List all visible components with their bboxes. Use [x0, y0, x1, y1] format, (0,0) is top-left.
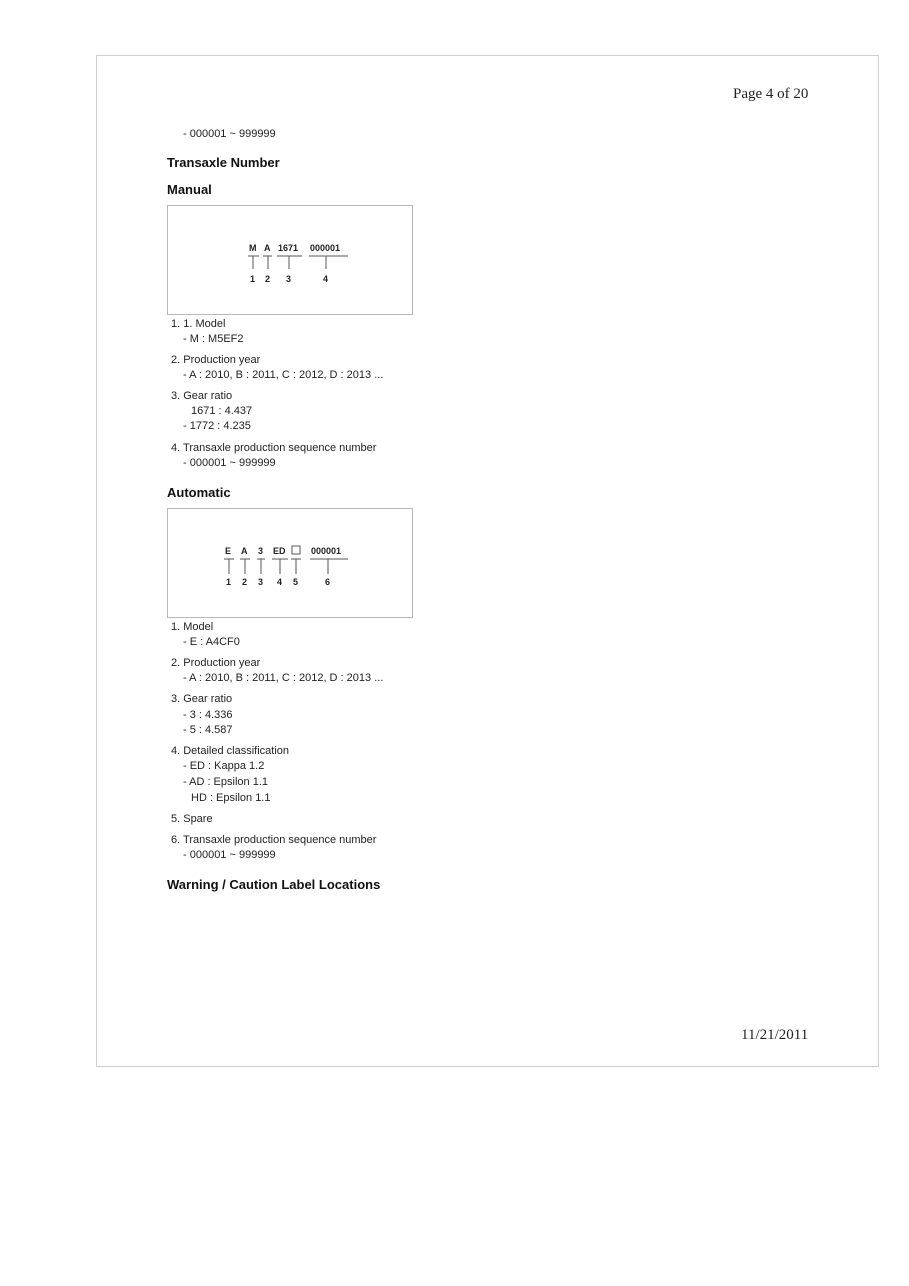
manual-callout-2: 2 [265, 274, 271, 284]
automatic-spare-box [292, 546, 300, 554]
manual-code-diagram-svg [168, 206, 414, 316]
page-number: Page 4 of 20 [733, 86, 809, 102]
manual-callout-4: 4 [323, 274, 329, 284]
automatic-code-a: A [241, 546, 248, 556]
automatic-code-sequence: 000001 [311, 546, 342, 556]
automatic-callout-2: 2 [242, 577, 248, 587]
manual-item-1-line-1: - M : M5EF2 [183, 333, 244, 345]
automatic-code-classification: ED [273, 546, 286, 556]
manual-callout-3: 3 [286, 274, 292, 284]
manual-code-sequence: 000001 [310, 243, 341, 253]
automatic-item-4-line-3: HD : Epsilon 1.1 [191, 792, 271, 804]
automatic-callout-6: 6 [325, 577, 331, 587]
automatic-item-5-title: 5. Spare [171, 813, 213, 825]
automatic-callout-5: 5 [293, 577, 299, 587]
subsection-heading-manual: Manual [167, 182, 212, 197]
section-heading-warning-labels: Warning / Caution Label Locations [167, 877, 381, 892]
automatic-callout-3: 3 [258, 577, 264, 587]
automatic-code-diagram-svg [168, 509, 414, 619]
automatic-item-6-line-1: - 000001 ~ 999999 [183, 849, 276, 861]
manual-code-diagram [167, 205, 413, 315]
automatic-item-1-title: 1. Model [171, 621, 214, 633]
automatic-item-3-line-2: - 5 : 4.587 [183, 724, 233, 736]
automatic-item-3-title: 3. Gear ratio [171, 693, 233, 705]
automatic-item-6-title: 6. Transaxle production sequence number [171, 834, 377, 846]
automatic-callout-4: 4 [277, 577, 283, 587]
automatic-code-diagram [167, 508, 413, 618]
section-heading-transaxle-number: Transaxle Number [167, 155, 280, 170]
manual-item-3-title: 3. Gear ratio [171, 390, 233, 402]
manual-item-2-title: 2. Production year [171, 354, 261, 366]
manual-item-3-line-1: 1671 : 4.437 [191, 405, 253, 417]
automatic-item-4-title: 4. Detailed classification [171, 745, 290, 757]
automatic-item-3-line-1: - 3 : 4.336 [183, 709, 233, 721]
manual-code-m: M [249, 243, 257, 253]
automatic-item-4-line-1: - ED : Kappa 1.2 [183, 760, 265, 772]
manual-item-4-line-1: - 000001 ~ 999999 [183, 457, 276, 469]
automatic-code-e: E [225, 546, 232, 556]
manual-code-ratio: 1671 [278, 243, 299, 253]
automatic-code-ratio: 3 [258, 546, 264, 556]
automatic-item-1-line-1: - E : A4CF0 [183, 636, 240, 648]
automatic-item-2-line-1: - A : 2010, B : 2011, C : 2012, D : 2013 ... [183, 672, 384, 684]
automatic-item-4-line-2: - AD : Epsilon 1.1 [183, 776, 268, 788]
manual-item-2-line-1: - A : 2010, B : 2011, C : 2012, D : 2013 ... [183, 369, 384, 381]
manual-item-3-line-2: - 1772 : 4.235 [183, 420, 251, 432]
footer-date: 11/21/2011 [741, 1027, 809, 1043]
manual-callout-1: 1 [250, 274, 256, 284]
manual-code-a: A [264, 243, 271, 253]
automatic-callout-1: 1 [226, 577, 232, 587]
subsection-heading-automatic: Automatic [167, 485, 231, 500]
manual-item-1-title: 1. 1. Model [171, 318, 226, 330]
sequence-range-text: - 000001 ~ 999999 [183, 128, 276, 140]
manual-item-4-title: 4. Transaxle production sequence number [171, 442, 377, 454]
automatic-item-2-title: 2. Production year [171, 657, 261, 669]
